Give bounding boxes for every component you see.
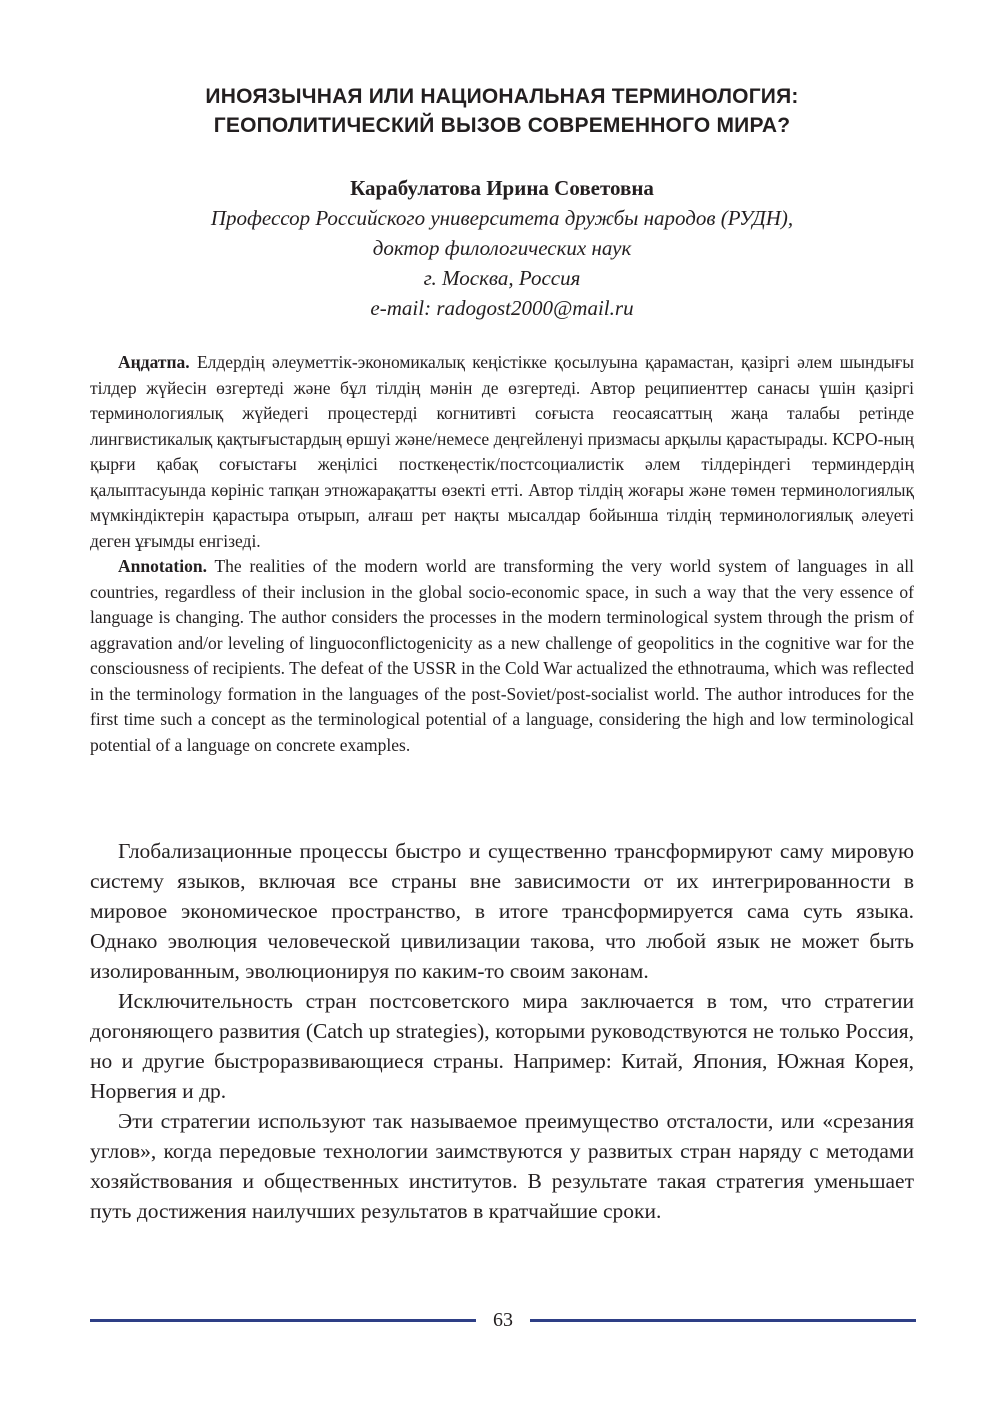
body-paragraph-3: Эти стратегии используют так называемое преимущество отсталости, или «срезания углов», когда передовые технологии заимствуются у развитых стран наряду с методами хозяйствования и общественных институтов. В результате такая стратегия уменьшает путь достижения наилучших результатов в кратчайшие сроки. (90, 1109, 914, 1223)
author-position: Профессор Российского университета дружбы народов (РУДН), (210, 206, 794, 230)
author-city: г. Москва, Россия (423, 266, 581, 290)
body-paragraph-2: Исключительность стран постсоветского мира заключается в том, что стратегии догоняющего развития (Catch up strategies), которыми руководствуются не только Россия, но и другие быстроразвивающиеся страны. Например: Китай, Япония, Южная Корея, Норвегия и др. (90, 989, 914, 1103)
abstract-english-text: The realities of the modern world are transforming the very world system of languages in all countries, regardless of their inclusion in the global socio-economic space, in such a way that the very essence of language is changing. The author considers the processes in the modern terminological system through the prism of aggravation and/or leveling of linguoconflictogenicity as a new challenge of geopolitics in the cognitive war for the consciousness of recipients. The defeat of the USSR in the Cold War actualized the ethnotrauma, which was reflected in the terminology formation in the languages of the post-Soviet/post-socialist world. The author introduces for the first time such a concept as the terminological potential of a language, considering the high and low terminological potential of a language on concrete examples. (90, 556, 914, 755)
title-line-2: ГЕОПОЛИТИЧЕСКИЙ ВЫЗОВ СОВРЕМЕННОГО МИРА? (213, 114, 791, 137)
abstract-english-label: Annotation. (118, 556, 207, 576)
author-degree: доктор филологических наук (372, 236, 632, 260)
footer-rule-left (90, 1319, 476, 1322)
body-paragraph-1: Глобализационные процессы быстро и существенно трансформируют саму мировую систему языков, включая все страны вне зависимости от их интегрированности в мировое экономическое пространство, в итоге трансформируется сама суть языка. Однако эволюция человеческой цивилизации такова, что любой язык не может быть изолированным, эволюционируя по каким-то своим законам. (90, 839, 914, 983)
abstracts (90, 350, 914, 758)
abstract-kazakh-label: Аңдатпа. (118, 352, 190, 372)
abstract-kazakh-text: Елдердің әлеуметтік-экономикалық кеңістікке қосылуына қарамастан, қазіргі әлем шындығы тілдер жүйесін өзгертеді және бұл тілдің мәнін де өзгертеді. Автор реципиенттер санасы үшін қазіргі терминологиялық жүйедегі процестерді когнитивті соғыста геосаясаттың жаңа талабы ретінде лингвистикалық қақтығыстардың өршуі және/немесе деңгейленуі призмасы арқылы қарастырады. КСРО-ның қырғи қабақ соғыстағы жеңілісі посткеңестік/постсоциалистік әлем тілдеріндегі терминдердің қалыптасуында көрініс тапқан этножарақатты өзекті етті. Автор тілдің жоғары және төмен терминологиялық мүмкіндіктерін қарастыра отырып, алғаш рет нақты мысалдар бойынша тілдің терминологиялық әлеуеті деген ұғымды енгізеді. (90, 352, 914, 551)
author-affiliation (60, 203, 944, 323)
title-line-1: ИНОЯЗЫЧНАЯ ИЛИ НАЦИОНАЛЬНАЯ ТЕРМИНОЛОГИЯ: (205, 85, 799, 108)
author-email[interactable]: e-mail: radogost2000@mail.ru (370, 296, 634, 320)
article-title (60, 82, 944, 140)
article-body (90, 836, 914, 1226)
author-name: Карабулатова Ирина Советовна (350, 176, 654, 200)
page-number: 63 (493, 1309, 513, 1331)
abstract-kazakh (90, 350, 914, 554)
footer-rule-right (530, 1319, 916, 1322)
abstract-english (90, 554, 914, 758)
